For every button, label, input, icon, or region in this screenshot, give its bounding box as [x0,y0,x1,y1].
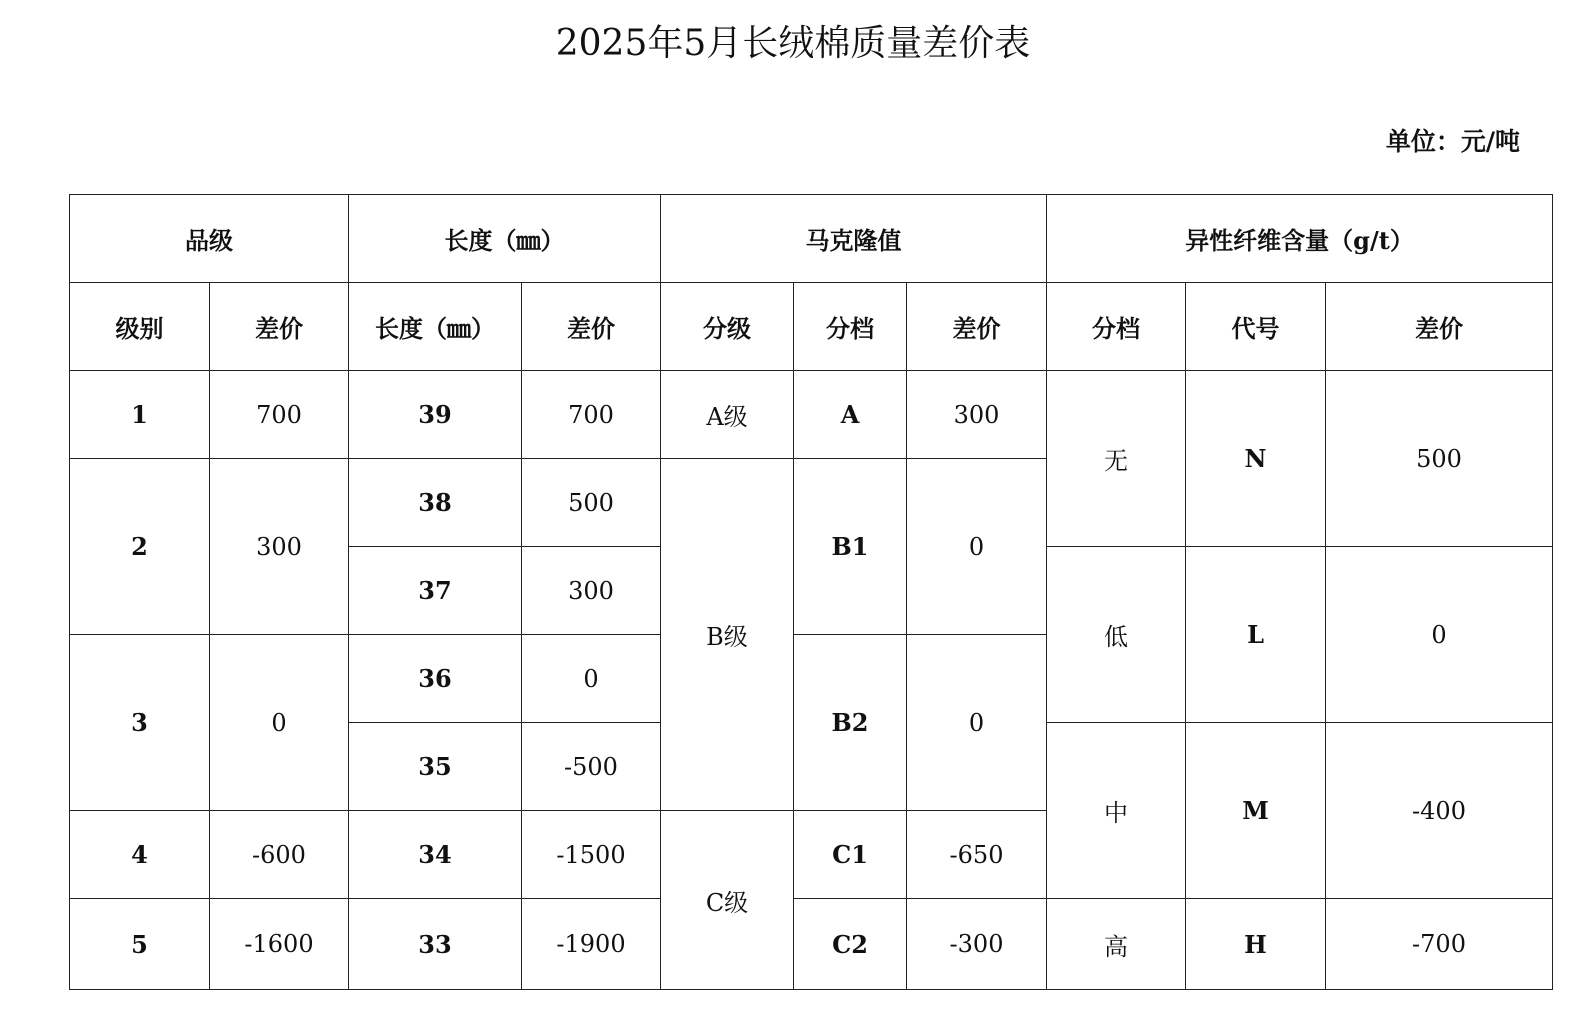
length-value: 38 [349,459,522,547]
length-diff: 300 [522,547,661,635]
ff-code: H [1186,899,1326,990]
ff-diff: 500 [1326,371,1553,547]
mic-diff: 300 [907,371,1047,459]
ff-diff: -700 [1326,899,1553,990]
mic-diff: 0 [907,635,1047,811]
mic-diff: -300 [907,899,1047,990]
subheader-mic-diff: 差价 [907,283,1047,371]
length-value: 39 [349,371,522,459]
length-value: 36 [349,635,522,723]
mic-bin: C2 [794,899,907,990]
subheader-mic-class: 分级 [661,283,794,371]
mic-bin: B2 [794,635,907,811]
length-diff: 0 [522,635,661,723]
ff-diff: -400 [1326,723,1553,899]
grade-diff: -1600 [210,899,349,990]
ff-level: 低 [1047,547,1186,723]
mic-diff: -650 [907,811,1047,899]
mic-class: C级 [661,811,794,990]
subheader-grade-diff: 差价 [210,283,349,371]
length-diff: -1900 [522,899,661,990]
unit-label: 单位：元/吨 [1385,127,1520,156]
length-value: 35 [349,723,522,811]
grade-diff: -600 [210,811,349,899]
header-length: 长度（㎜） [349,195,661,283]
subheader-length: 长度（㎜） [349,283,522,371]
subheader-ff-diff: 差价 [1326,283,1553,371]
subheader-mic-bin: 分档 [794,283,907,371]
grade-level: 4 [70,811,210,899]
ff-level: 无 [1047,371,1186,547]
ff-code: L [1186,547,1326,723]
mic-bin: B1 [794,459,907,635]
grade-diff: 0 [210,635,349,811]
mic-class: A级 [661,371,794,459]
table-row [70,899,1553,990]
mic-bin: A [794,371,907,459]
sub-header-row [70,283,1553,371]
ff-diff: 0 [1326,547,1553,723]
grade-level: 1 [70,371,210,459]
group-header-row [70,195,1553,283]
subheader-length-diff: 差价 [522,283,661,371]
ff-code: M [1186,723,1326,899]
header-foreign-fiber: 异性纤维含量（g/t） [1047,195,1553,283]
length-value: 37 [349,547,522,635]
page-title: 2025年5月长绒棉质量差价表 [555,23,1031,64]
ff-level: 中 [1047,723,1186,899]
length-value: 34 [349,811,522,899]
header-micronaire: 马克隆值 [661,195,1047,283]
price-difference-table [69,194,1553,990]
table-row [70,371,1553,459]
grade-level: 2 [70,459,210,635]
subheader-ff-bin: 分档 [1047,283,1186,371]
length-diff: -1500 [522,811,661,899]
mic-class: B级 [661,459,794,811]
subheader-ff-code: 代号 [1186,283,1326,371]
mic-diff: 0 [907,459,1047,635]
grade-level: 5 [70,899,210,990]
grade-diff: 300 [210,459,349,635]
mic-bin: C1 [794,811,907,899]
grade-diff: 700 [210,371,349,459]
ff-code: N [1186,371,1326,547]
length-diff: 700 [522,371,661,459]
ff-level: 高 [1047,899,1186,990]
header-grade: 品级 [70,195,349,283]
subheader-grade-level: 级别 [70,283,210,371]
length-diff: 500 [522,459,661,547]
length-diff: -500 [522,723,661,811]
length-value: 33 [349,899,522,990]
grade-level: 3 [70,635,210,811]
